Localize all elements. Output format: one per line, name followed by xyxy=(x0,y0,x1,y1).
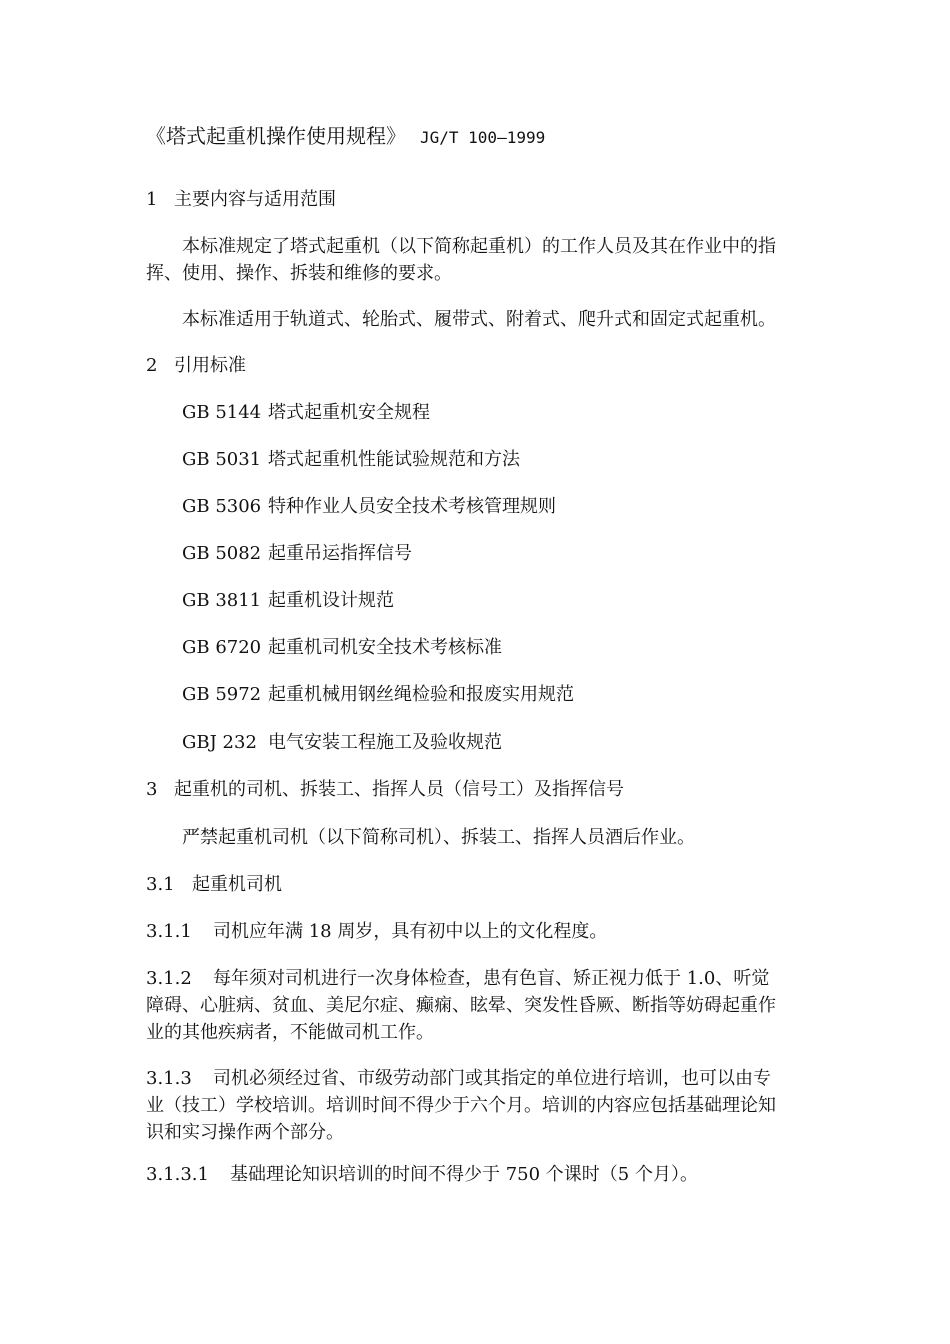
reference-code: GB 3811 xyxy=(182,590,262,611)
reference-item xyxy=(182,589,394,613)
reference-item xyxy=(182,683,574,707)
document-title xyxy=(146,124,545,150)
section-2-heading xyxy=(146,354,246,378)
clause-text: 司机应年满 18 周岁，具有初中以上的文化程度。 xyxy=(213,921,608,942)
section-3-paragraph-1: 严禁起重机司机（以下简称司机）、拆装工、指挥人员酒后作业。 xyxy=(182,827,695,848)
section-number: 2 xyxy=(146,355,158,376)
clause-number: 3.1.3.1 xyxy=(146,1164,209,1185)
section-title: 引用标准 xyxy=(174,355,246,376)
reference-item xyxy=(182,542,412,566)
section-1-paragraph-1-line-2: 挥、使用、操作、拆装和维修的要求。 xyxy=(146,263,452,284)
clause-text: 每年须对司机进行一次身体检查，患有色盲、矫正视力低于 1.0、听觉 xyxy=(213,968,770,989)
reference-code: GB 5144 xyxy=(182,402,262,423)
reference-name: 起重机械用钢丝绳检验和报废实用规范 xyxy=(268,684,574,705)
reference-name: 起重机设计规范 xyxy=(268,590,394,611)
reference-code: GB 5306 xyxy=(182,496,262,517)
section-title: 主要内容与适用范围 xyxy=(174,189,336,210)
section-number: 3 xyxy=(146,779,158,800)
clause-3-1-2-line-2: 障碍、心脏病、贫血、美尼尔症、癫痫、眩晕、突发性昏厥、断指等妨碍起重作 xyxy=(146,995,776,1016)
clause-3-1-2-line-1 xyxy=(146,967,769,991)
reference-name: 塔式起重机安全规程 xyxy=(268,402,430,423)
reference-name: 起重机司机安全技术考核标准 xyxy=(268,637,502,658)
section-title: 起重机的司机、拆装工、指挥人员（信号工）及指挥信号 xyxy=(174,779,624,800)
clause-3-1-3-line-1 xyxy=(146,1067,771,1091)
reference-code: GB 5082 xyxy=(182,543,262,564)
clause-3-1-3-1 xyxy=(146,1163,698,1187)
clause-number: 3.1.3 xyxy=(146,1068,192,1089)
reference-item xyxy=(182,401,430,425)
reference-code: GB 6720 xyxy=(182,637,262,658)
reference-item xyxy=(182,731,502,755)
clause-3-1-2-line-3: 业的其他疾病者，不能做司机工作。 xyxy=(146,1022,434,1043)
section-number: 3.1 xyxy=(146,874,175,895)
reference-name: 起重吊运指挥信号 xyxy=(268,543,412,564)
clause-number: 3.1.2 xyxy=(146,968,192,989)
clause-3-1-3-line-2: 业（技工）学校培训。培训时间不得少于六个月。培训的内容应包括基础理论知 xyxy=(146,1095,776,1116)
reference-code: GBJ 232 xyxy=(182,732,257,753)
reference-code: GB 5031 xyxy=(182,449,262,470)
section-1-paragraph-1-line-1: 本标准规定了塔式起重机（以下简称起重机）的工作人员及其在作业中的指 xyxy=(182,236,776,257)
reference-item xyxy=(182,495,556,519)
clause-text: 基础理论知识培训的时间不得少于 750 个课时（5 个月）。 xyxy=(230,1164,698,1185)
clause-3-1-3-line-3: 识和实习操作两个部分。 xyxy=(146,1122,344,1143)
reference-code: GB 5972 xyxy=(182,684,262,705)
section-3-1-heading xyxy=(146,873,282,897)
reference-name: 特种作业人员安全技术考核管理规则 xyxy=(268,496,556,517)
title-text: 《塔式起重机操作使用规程》 xyxy=(146,124,406,148)
clause-number: 3.1.1 xyxy=(146,921,192,942)
clause-text: 司机必须经过省、市级劳动部门或其指定的单位进行培训，也可以由专 xyxy=(213,1068,771,1089)
section-3-heading xyxy=(146,778,624,802)
section-title: 起重机司机 xyxy=(192,874,282,895)
reference-name: 塔式起重机性能试验规范和方法 xyxy=(268,449,520,470)
section-number: 1 xyxy=(146,189,158,210)
reference-name: 电气安装工程施工及验收规范 xyxy=(268,732,502,753)
standard-code: JG/T 100—1999 xyxy=(420,128,546,147)
section-1-paragraph-2: 本标准适用于轨道式、轮胎式、履带式、附着式、爬升式和固定式起重机。 xyxy=(182,309,776,330)
reference-item xyxy=(182,636,502,660)
reference-item xyxy=(182,448,520,472)
clause-3-1-1 xyxy=(146,920,607,944)
section-1-heading xyxy=(146,188,336,212)
